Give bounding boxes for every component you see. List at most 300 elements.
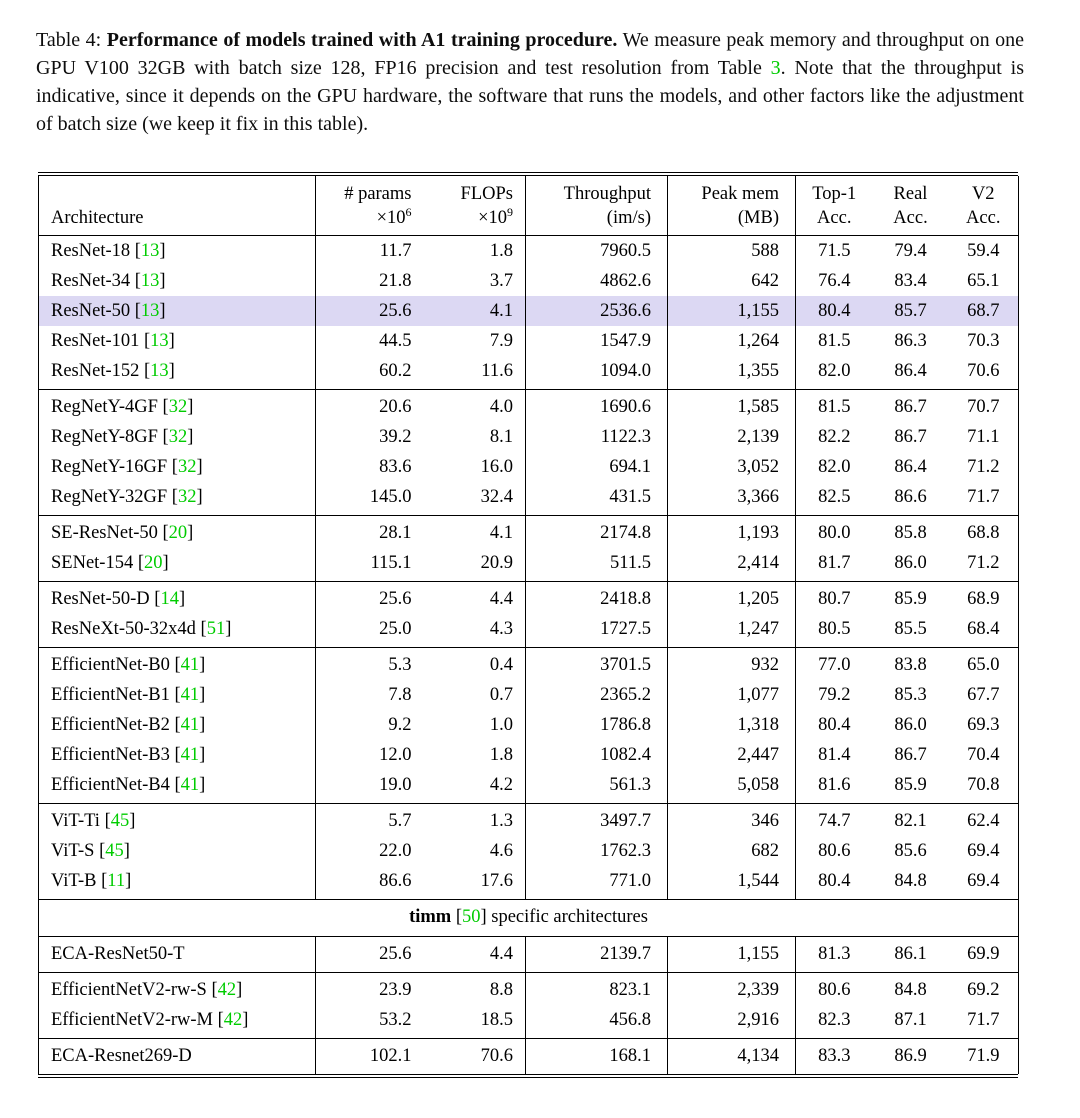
column-header-peak_mem <box>668 176 796 236</box>
column-header-line2: Acc. <box>893 208 928 228</box>
cell-flops: 17.6 <box>426 866 526 900</box>
cell-peak_mem: 5,058 <box>668 770 796 804</box>
cell-flops: 4.4 <box>426 937 526 973</box>
cell-params: 60.2 <box>379 361 412 381</box>
cell-real: 84.8 <box>894 871 927 891</box>
architecture-name: EfficientNetV2-rw-M <box>51 1010 213 1030</box>
architecture-name: ViT-S <box>51 841 95 861</box>
cell-architecture: ResNeXt-50-32x4d [51] <box>39 614 316 648</box>
citation-link[interactable]: 13 <box>150 361 169 381</box>
cell-architecture: ResNet-34 [13] <box>39 266 316 296</box>
cell-real: 85.5 <box>894 619 927 639</box>
architecture-name: ResNet-50-D <box>51 589 150 609</box>
cell-params: 25.6 <box>316 937 426 973</box>
cell-real: 86.6 <box>894 487 927 507</box>
table-row <box>39 770 1019 804</box>
cell-params: 25.6 <box>316 582 426 615</box>
cell-architecture: RegNetY-8GF [32] <box>39 422 316 452</box>
cell-peak_mem: 1,155 <box>668 937 796 973</box>
cell-v2: 71.2 <box>967 457 1000 477</box>
table-bottom-rule <box>38 1074 1018 1078</box>
cell-v2: 62.4 <box>949 804 1019 837</box>
cell-architecture: SENet-154 [20] <box>39 548 316 582</box>
cell-v2: 69.2 <box>949 973 1019 1006</box>
cell-peak_mem: 1,193 <box>668 516 796 549</box>
cell-architecture: SE-ResNet-50 [20] <box>39 516 316 549</box>
architecture-name: EfficientNet-B3 <box>51 745 170 765</box>
architecture-name: RegNetY-8GF <box>51 427 158 447</box>
cell-peak_mem: 588 <box>668 236 796 267</box>
table-row <box>39 648 1019 681</box>
column-header-line2: (MB) <box>737 208 779 228</box>
cell-params: 21.8 <box>379 271 412 291</box>
cell-flops: 4.3 <box>426 614 526 648</box>
cell-v2: 68.7 <box>949 296 1019 326</box>
table-row <box>39 482 1019 516</box>
cell-architecture: ViT-B [11] <box>39 866 316 900</box>
table-row <box>39 804 1019 837</box>
cell-real: 84.8 <box>873 973 949 1006</box>
cell-v2: 70.4 <box>967 745 1000 765</box>
table-row <box>39 740 1019 770</box>
cell-top1: 82.3 <box>818 1010 851 1030</box>
column-header-line1: V2 <box>971 184 995 204</box>
architecture-name: RegNetY-16GF <box>51 457 168 477</box>
table-row <box>39 326 1019 356</box>
cell-v2: 71.9 <box>949 1039 1019 1075</box>
cell-real: 86.9 <box>873 1039 949 1075</box>
cell-peak_mem: 1,585 <box>668 390 796 423</box>
citation-link[interactable]: 13 <box>140 301 160 321</box>
table-row <box>39 548 1019 582</box>
cell-params: 11.7 <box>379 241 412 261</box>
cell-top1: 80.0 <box>796 516 873 549</box>
cell-real: 83.4 <box>894 271 927 291</box>
cell-params: 5.3 <box>316 648 426 681</box>
column-header-top1 <box>796 176 873 236</box>
caption-segment: . Note that the throughput is indicative, since it depends on the GPU hardware, the software that runs the models, and other factors like the adjustment of batch size (we keep it fix in this table). <box>36 57 1024 135</box>
citation-link[interactable]: 20 <box>144 553 163 573</box>
cell-throughput: 1690.6 <box>526 390 668 423</box>
cell-throughput: 3701.5 <box>526 648 668 681</box>
cell-top1: 79.2 <box>818 685 851 705</box>
column-header-line1: # params <box>344 184 412 204</box>
cell-architecture: EfficientNetV2-rw-M [42] <box>39 1005 316 1039</box>
cell-real: 85.6 <box>894 841 927 861</box>
cell-flops: 32.4 <box>426 482 526 516</box>
cell-top1: 76.4 <box>818 271 851 291</box>
column-header-line2: Acc. <box>966 208 1001 228</box>
architecture-name: ResNet-50 <box>51 301 131 321</box>
cell-v2: 70.3 <box>967 331 1000 351</box>
cell-throughput: 7960.5 <box>526 236 668 267</box>
cell-top1: 81.6 <box>818 775 851 795</box>
cell-params: 25.6 <box>316 296 426 326</box>
cell-real: 86.7 <box>894 427 927 447</box>
cell-params: 39.2 <box>379 427 412 447</box>
column-header-real <box>873 176 949 236</box>
cell-throughput: 694.1 <box>526 452 668 482</box>
cell-params: 20.6 <box>316 390 426 423</box>
table-row <box>39 516 1019 549</box>
cell-v2: 68.9 <box>949 582 1019 615</box>
cell-flops: 16.0 <box>426 452 526 482</box>
architecture-name: SENet-154 <box>51 553 134 573</box>
table-container <box>38 172 1018 1078</box>
cell-flops: 11.6 <box>426 356 526 390</box>
architecture-name: EfficientNet-B0 <box>51 655 170 675</box>
table-caption <box>36 26 1024 138</box>
cell-throughput: 511.5 <box>526 548 668 582</box>
table-row <box>39 356 1019 390</box>
cell-params: 28.1 <box>316 516 426 549</box>
cell-architecture: RegNetY-4GF [32] <box>39 390 316 423</box>
cell-top1: 80.6 <box>818 841 851 861</box>
citation-link[interactable]: 13 <box>140 271 160 291</box>
cell-architecture: EfficientNetV2-rw-S [42] <box>39 973 316 1006</box>
cell-architecture: EfficientNet-B0 [41] <box>39 648 316 681</box>
cell-real: 86.4 <box>894 361 927 381</box>
citation-link[interactable]: 20 <box>168 523 188 543</box>
cell-flops: 4.0 <box>426 390 526 423</box>
architecture-name: ResNeXt-50-32x4d <box>51 619 196 639</box>
architecture-name: RegNetY-4GF <box>51 397 158 417</box>
cell-v2: 59.4 <box>967 241 1000 261</box>
cell-throughput: 431.5 <box>526 482 668 516</box>
cell-peak_mem: 1,544 <box>668 866 796 900</box>
architecture-name: ECA-ResNet50-T <box>51 944 185 964</box>
cell-architecture: ResNet-50 [13] <box>39 296 316 326</box>
cell-peak_mem: 3,366 <box>668 482 796 516</box>
cell-real: 85.7 <box>873 296 949 326</box>
table-row <box>39 710 1019 740</box>
architecture-name: EfficientNetV2-rw-S <box>51 980 207 1000</box>
column-header-flops <box>426 176 526 236</box>
column-header-line1: FLOPs <box>460 184 513 204</box>
citation-link[interactable]: 50 <box>461 907 481 927</box>
architecture-name: ECA-Resnet269-D <box>51 1046 192 1066</box>
cell-peak_mem: 3,052 <box>668 452 796 482</box>
cell-peak_mem: 2,414 <box>668 548 796 582</box>
cell-architecture: ResNet-50-D [14] <box>39 582 316 615</box>
cell-throughput: 1786.8 <box>526 710 668 740</box>
cell-real: 85.8 <box>873 516 949 549</box>
cell-real: 86.7 <box>873 390 949 423</box>
table-row <box>39 236 1019 267</box>
cell-flops: 1.3 <box>426 804 526 837</box>
cell-peak_mem: 4,134 <box>668 1039 796 1075</box>
cell-real: 86.0 <box>894 553 927 573</box>
cell-params: 53.2 <box>379 1010 412 1030</box>
citation-link[interactable]: 32 <box>177 487 197 507</box>
citation-link[interactable]: 14 <box>160 589 179 609</box>
cell-top1: 82.2 <box>818 427 851 447</box>
table-body <box>39 236 1019 1075</box>
table-row <box>39 390 1019 423</box>
cell-v2: 65.0 <box>949 648 1019 681</box>
citation-link[interactable]: 45 <box>110 811 130 831</box>
cell-architecture: ResNet-152 [13] <box>39 356 316 390</box>
column-header-line1: Top-1 <box>812 184 857 204</box>
cell-peak_mem: 932 <box>668 648 796 681</box>
cell-v2: 69.3 <box>967 715 1000 735</box>
column-header-line2: $\times 10^9$ <box>478 204 513 228</box>
cell-architecture: ResNet-101 [13] <box>39 326 316 356</box>
citation-link[interactable]: 41 <box>180 715 200 735</box>
cell-flops: 1.8 <box>426 236 526 267</box>
cell-throughput: 1727.5 <box>526 614 668 648</box>
caption-segment: Performance of models trained with A1 training procedure. <box>106 29 618 51</box>
cell-peak_mem: 346 <box>668 804 796 837</box>
cell-peak_mem: 1,155 <box>668 296 796 326</box>
cell-params: 23.9 <box>316 973 426 1006</box>
citation-link[interactable]: 51 <box>206 619 226 639</box>
cell-flops: 70.6 <box>426 1039 526 1075</box>
cell-params: 44.5 <box>379 331 412 351</box>
column-header-v2 <box>949 176 1019 236</box>
cell-throughput: 3497.7 <box>526 804 668 837</box>
cell-flops: 1.8 <box>426 740 526 770</box>
cell-peak_mem: 2,447 <box>668 740 796 770</box>
architecture-name: ViT-Ti <box>51 811 100 831</box>
column-header-architecture <box>39 176 316 236</box>
cell-flops: 4.4 <box>426 582 526 615</box>
architecture-name: ResNet-18 <box>51 241 131 261</box>
cell-peak_mem: 1,318 <box>668 710 796 740</box>
cell-peak_mem: 1,264 <box>668 326 796 356</box>
cell-v2: 69.9 <box>949 937 1019 973</box>
cell-flops: 4.6 <box>426 836 526 866</box>
cell-peak_mem: 642 <box>668 266 796 296</box>
cell-v2: 67.7 <box>967 685 1000 705</box>
caption-table-ref-link[interactable]: 3 <box>770 57 781 79</box>
cell-architecture: ResNet-18 [13] <box>39 236 316 267</box>
table-row <box>39 582 1019 615</box>
cell-top1: 80.4 <box>796 296 873 326</box>
cell-v2: 69.4 <box>967 841 1000 861</box>
citation-link[interactable]: 32 <box>168 397 188 417</box>
cell-top1: 80.4 <box>818 715 851 735</box>
cell-throughput: 1762.3 <box>526 836 668 866</box>
citation-link[interactable]: 42 <box>223 1010 243 1030</box>
table-header <box>39 176 1019 236</box>
column-header-params <box>316 176 426 236</box>
cell-params: 86.6 <box>379 871 412 891</box>
cell-top1: 82.5 <box>818 487 851 507</box>
cell-v2: 68.4 <box>967 619 1000 639</box>
citation-link[interactable]: 41 <box>180 685 200 705</box>
cell-v2: 68.8 <box>949 516 1019 549</box>
cell-throughput: 771.0 <box>526 866 668 900</box>
cell-peak_mem: 1,205 <box>668 582 796 615</box>
cell-throughput: 168.1 <box>526 1039 668 1075</box>
architecture-name: ResNet-101 <box>51 331 140 351</box>
cell-top1: 81.5 <box>818 331 851 351</box>
cell-v2: 70.7 <box>949 390 1019 423</box>
header-row <box>39 176 1019 236</box>
citation-link[interactable]: 41 <box>180 655 200 675</box>
cell-real: 79.4 <box>894 241 927 261</box>
cell-top1: 83.3 <box>796 1039 873 1075</box>
cell-throughput: 1082.4 <box>526 740 668 770</box>
table-row <box>39 266 1019 296</box>
column-header-line2: (im/s) <box>606 208 651 228</box>
citation-link[interactable]: 13 <box>140 241 160 261</box>
citation-link[interactable]: 42 <box>217 980 237 1000</box>
architecture-name: EfficientNet-B4 <box>51 775 170 795</box>
column-header-throughput <box>526 176 668 236</box>
architecture-name: EfficientNet-B1 <box>51 685 170 705</box>
table-row <box>39 836 1019 866</box>
cell-flops: 4.1 <box>426 516 526 549</box>
architecture-name: ResNet-152 <box>51 361 140 381</box>
table-row <box>39 680 1019 710</box>
column-header-line2: Acc. <box>817 208 852 228</box>
cell-flops: 3.7 <box>426 266 526 296</box>
cell-params: 7.8 <box>388 685 412 705</box>
timm-banner-cell: timm [50] specific architectures <box>39 900 1019 937</box>
cell-flops: 20.9 <box>426 548 526 582</box>
architecture-name: ViT-B <box>51 871 97 891</box>
cell-top1: 82.0 <box>818 457 851 477</box>
cell-params: 102.1 <box>316 1039 426 1075</box>
cell-real: 83.8 <box>873 648 949 681</box>
cell-params: 25.0 <box>379 619 412 639</box>
caption-segment: Table 4: <box>36 29 107 51</box>
cell-peak_mem: 2,339 <box>668 973 796 1006</box>
cell-throughput: 823.1 <box>526 973 668 1006</box>
cell-top1: 82.0 <box>818 361 851 381</box>
cell-real: 87.1 <box>894 1010 927 1030</box>
cell-top1: 80.5 <box>818 619 851 639</box>
cell-flops: 7.9 <box>426 326 526 356</box>
cell-v2: 65.1 <box>967 271 1000 291</box>
architecture-name: RegNetY-32GF <box>51 487 168 507</box>
cell-top1: 80.6 <box>796 973 873 1006</box>
cell-params: 115.1 <box>370 553 412 573</box>
table-row <box>39 937 1019 973</box>
citation-link[interactable]: 32 <box>168 427 188 447</box>
cell-params: 12.0 <box>379 745 412 765</box>
cell-top1: 81.7 <box>818 553 851 573</box>
cell-flops: 4.2 <box>426 770 526 804</box>
architecture-name: SE-ResNet-50 <box>51 523 158 543</box>
cell-v2: 70.8 <box>967 775 1000 795</box>
column-header-line2: $\times 10^6$ <box>376 204 412 228</box>
citation-link[interactable]: 32 <box>177 457 197 477</box>
cell-real: 86.4 <box>894 457 927 477</box>
exponent: 6 <box>405 204 412 219</box>
cell-architecture: EfficientNet-B2 [41] <box>39 710 316 740</box>
exponent: 9 <box>507 204 513 219</box>
cell-top1: 80.4 <box>818 871 851 891</box>
caption-segment: We measure peak memory and throughput on one GPU V100 32GB with batch size 128, FP16 precision and test resolution from Table <box>36 29 1024 79</box>
cell-architecture: ViT-Ti [45] <box>39 804 316 837</box>
cell-top1: 81.5 <box>796 390 873 423</box>
table-row <box>39 296 1019 326</box>
citation-link[interactable]: 11 <box>107 871 126 891</box>
table-row <box>39 422 1019 452</box>
cell-top1: 81.4 <box>818 745 851 765</box>
cell-real: 86.7 <box>894 745 927 765</box>
table-row <box>39 452 1019 482</box>
citation-link[interactable]: 41 <box>180 775 200 795</box>
cell-flops: 18.5 <box>426 1005 526 1039</box>
cell-architecture: EfficientNet-B3 [41] <box>39 740 316 770</box>
cell-architecture <box>39 1039 316 1075</box>
cell-peak_mem: 682 <box>668 836 796 866</box>
cell-throughput: 1547.9 <box>526 326 668 356</box>
citation-link[interactable]: 41 <box>180 745 200 765</box>
cell-flops: 0.7 <box>426 680 526 710</box>
cell-throughput: 2174.8 <box>526 516 668 549</box>
cell-top1: 71.5 <box>818 241 851 261</box>
cell-params: 83.6 <box>379 457 412 477</box>
cell-throughput: 2536.6 <box>526 296 668 326</box>
cell-architecture: ViT-S [45] <box>39 836 316 866</box>
citation-link[interactable]: 13 <box>150 331 169 351</box>
cell-throughput: 2139.7 <box>526 937 668 973</box>
cell-real: 86.3 <box>894 331 927 351</box>
architecture-name: EfficientNet-B2 <box>51 715 170 735</box>
cell-peak_mem: 2,139 <box>668 422 796 452</box>
cell-flops: 0.4 <box>426 648 526 681</box>
cell-params: 19.0 <box>379 775 412 795</box>
cell-v2: 71.7 <box>967 487 1000 507</box>
cell-throughput: 1094.0 <box>526 356 668 390</box>
cell-v2: 71.1 <box>967 427 1000 447</box>
table-row <box>39 1039 1019 1075</box>
column-header-line1: Peak mem <box>701 184 779 204</box>
cell-peak_mem: 1,077 <box>668 680 796 710</box>
cell-architecture: RegNetY-16GF [32] <box>39 452 316 482</box>
column-header-line2: Architecture <box>51 208 144 228</box>
cell-params: 22.0 <box>379 841 412 861</box>
cell-throughput: 2365.2 <box>526 680 668 710</box>
table-row <box>39 866 1019 900</box>
column-header-line1: Real <box>893 184 928 204</box>
cell-peak_mem: 1,247 <box>668 614 796 648</box>
cell-real: 85.9 <box>894 775 927 795</box>
cell-flops: 8.1 <box>426 422 526 452</box>
timm-label: timm <box>409 907 452 927</box>
cell-peak_mem: 2,916 <box>668 1005 796 1039</box>
results-table <box>38 176 1019 1074</box>
citation-link[interactable]: 45 <box>105 841 124 861</box>
cell-v2: 71.2 <box>967 553 1000 573</box>
cell-top1: 74.7 <box>796 804 873 837</box>
cell-architecture: EfficientNet-B4 [41] <box>39 770 316 804</box>
cell-throughput: 1122.3 <box>526 422 668 452</box>
cell-flops: 1.0 <box>426 710 526 740</box>
cell-throughput: 456.8 <box>526 1005 668 1039</box>
table-row <box>39 1005 1019 1039</box>
cell-top1: 81.3 <box>796 937 873 973</box>
architecture-name: ResNet-34 <box>51 271 131 291</box>
table-row <box>39 973 1019 1006</box>
cell-real: 85.3 <box>894 685 927 705</box>
cell-flops: 4.1 <box>426 296 526 326</box>
cell-peak_mem: 1,355 <box>668 356 796 390</box>
cell-throughput: 4862.6 <box>526 266 668 296</box>
cell-architecture: EfficientNet-B1 [41] <box>39 680 316 710</box>
cell-v2: 69.4 <box>967 871 1000 891</box>
timm-banner-row <box>39 900 1019 937</box>
cell-real: 85.9 <box>873 582 949 615</box>
cell-params: 5.7 <box>316 804 426 837</box>
cell-top1: 80.7 <box>796 582 873 615</box>
cell-v2: 70.6 <box>967 361 1000 381</box>
